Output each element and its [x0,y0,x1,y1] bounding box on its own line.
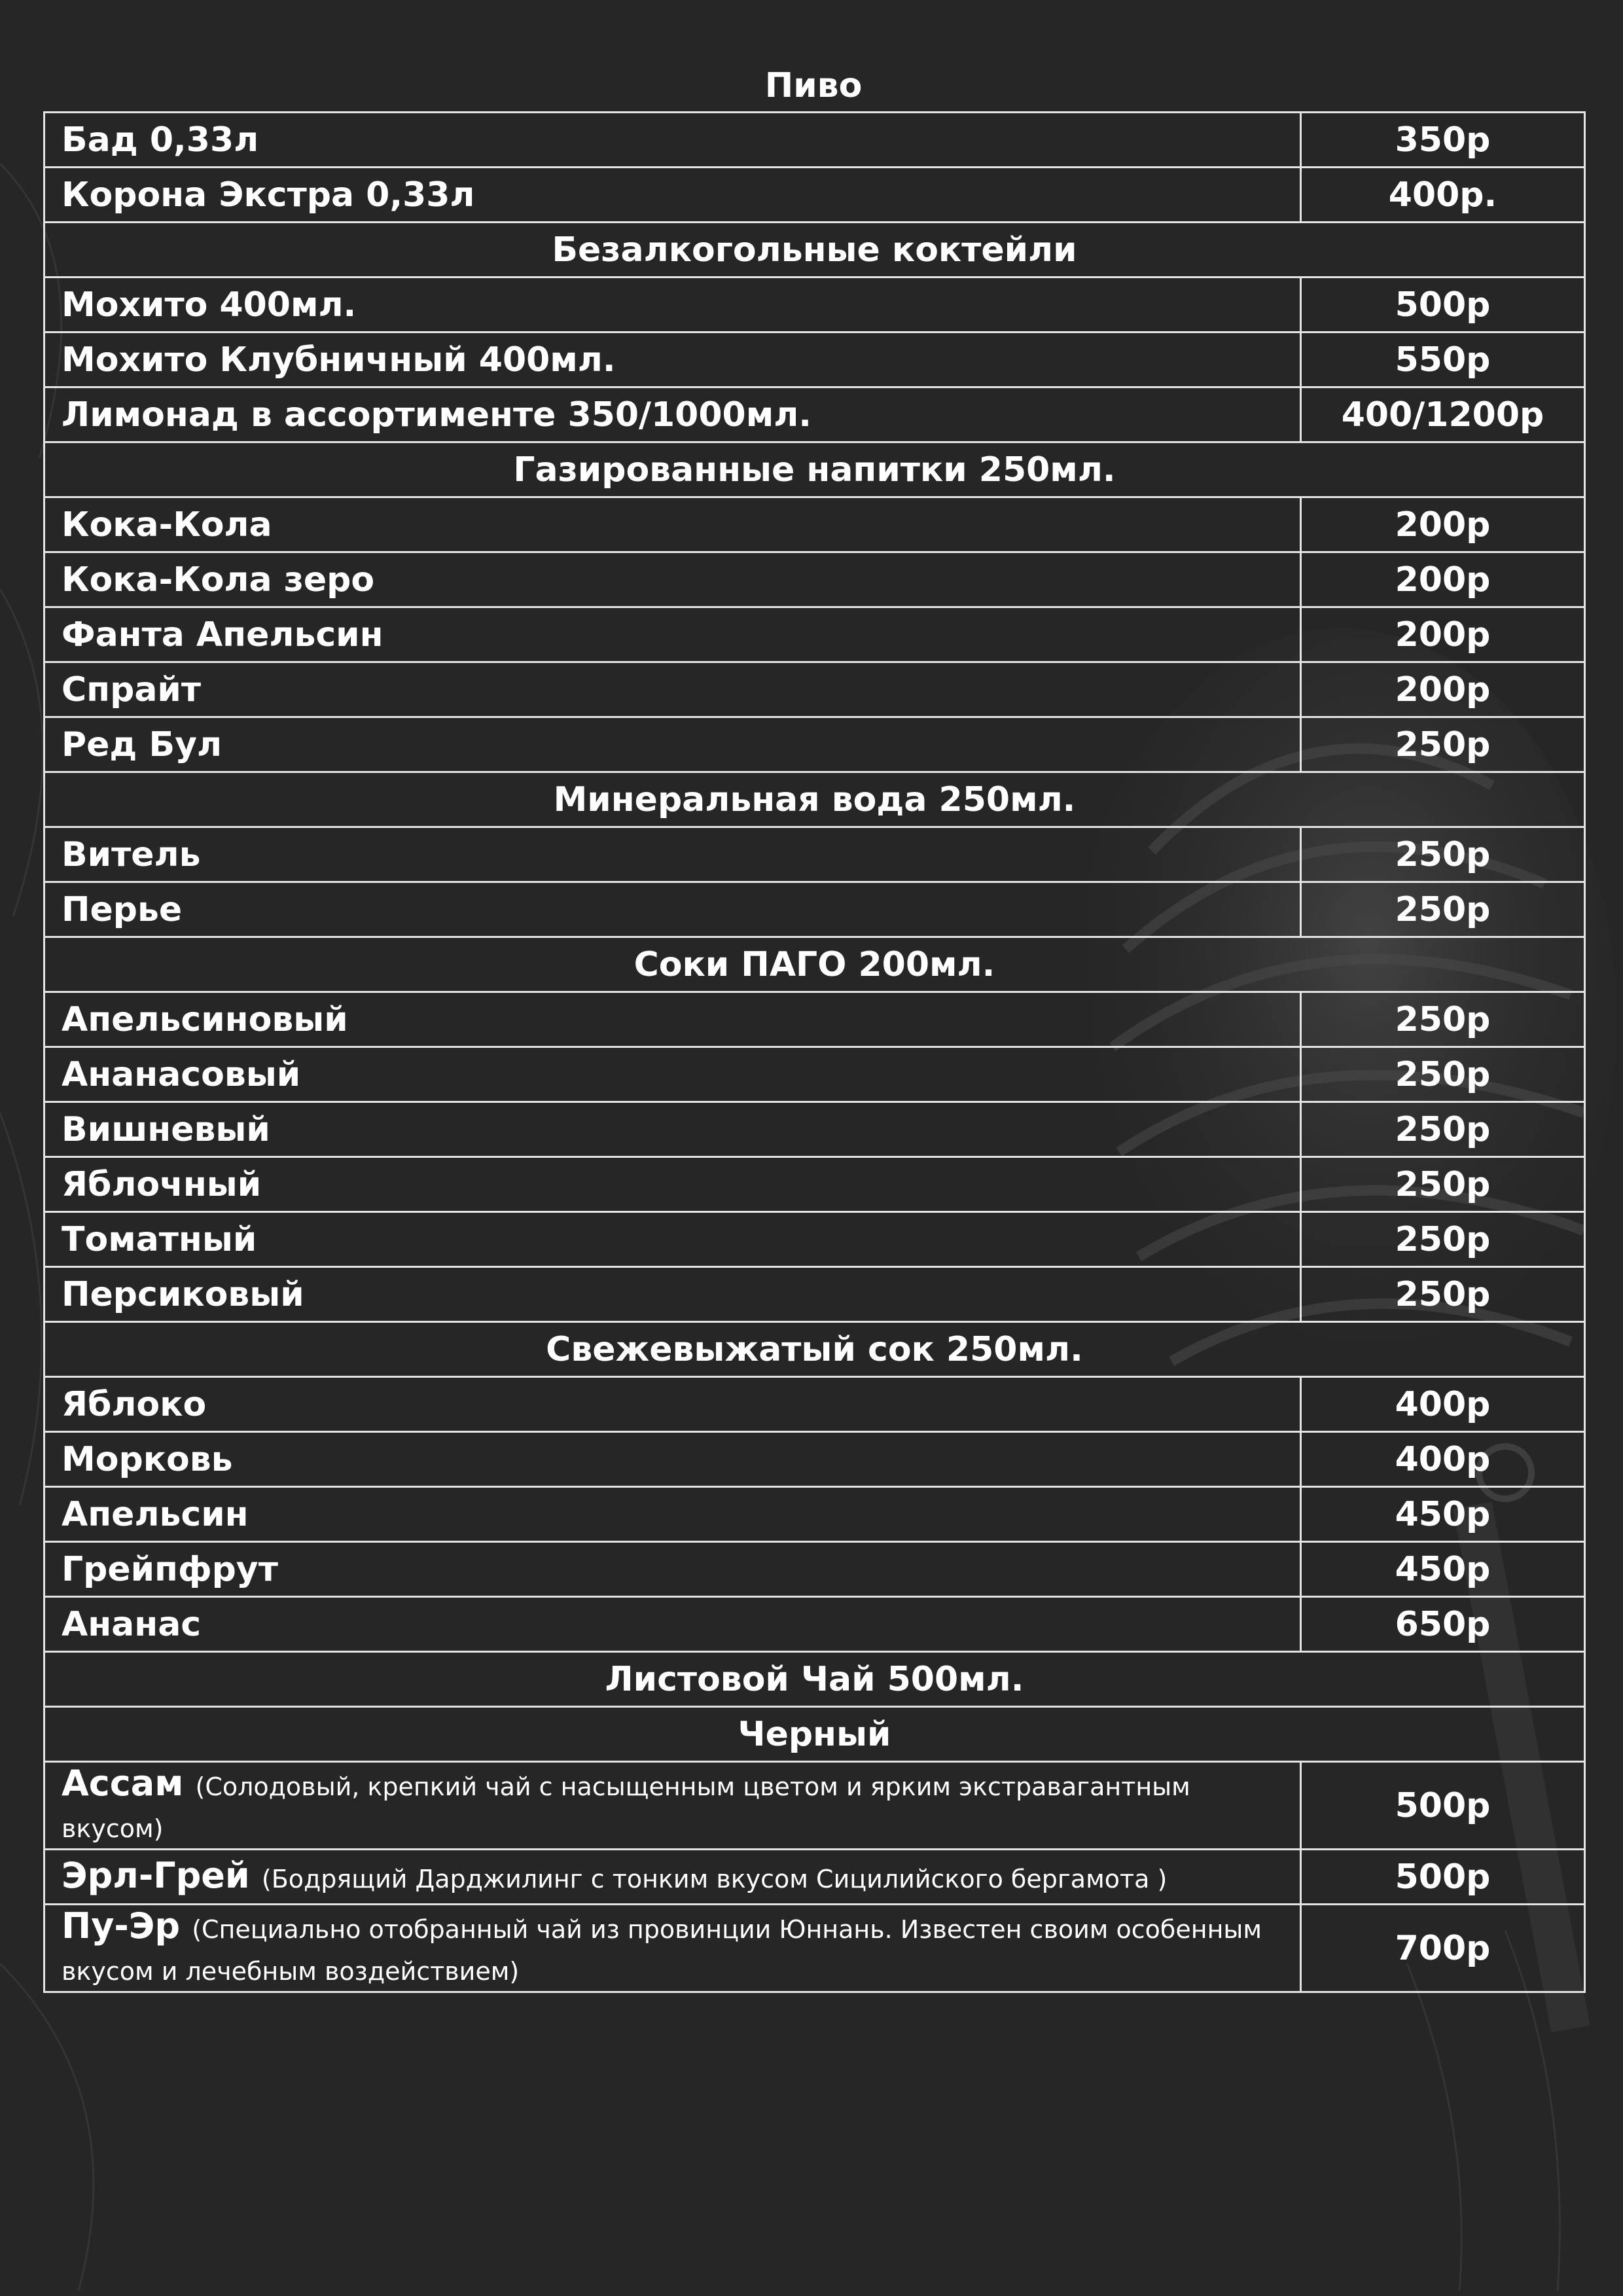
menu-item-row [45,1487,1585,1542]
item-name: Бад 0,33л [45,113,1301,168]
section-row [45,1707,1585,1762]
menu-item-row [45,1047,1585,1102]
menu-item-row [45,1542,1585,1597]
section-heading: Газированные напитки 250мл. [45,442,1585,497]
section-heading: Безалкогольные коктейли [45,223,1585,278]
item-price: 400/1200р [1301,387,1585,442]
item-name: Перье [45,882,1301,937]
menu-item-row [45,497,1585,552]
menu-item-row [45,1212,1585,1267]
section-row [45,772,1585,827]
item-price: 250р [1301,1047,1585,1102]
tea-name: Пу-Эр [62,1905,181,1946]
item-name: Томатный [45,1212,1301,1267]
section-row [45,937,1585,992]
section-row [45,1322,1585,1377]
section-heading: Минеральная вода 250мл. [45,772,1585,827]
menu-item-row [45,332,1585,387]
item-price: 250р [1301,1267,1585,1322]
item-name: Лимонад в ассортименте 350/1000мл. [45,387,1301,442]
section-heading: Листовой Чай 500мл. [45,1652,1585,1707]
tea-description: (Бодрящий Дарджилинг с тонким вкусом Сицилийского бергамота ) [261,1865,1168,1893]
tea-description: (Солодовый, крепкий чай с насыщенным цветом и ярким экстравагантным вкусом) [62,1772,1190,1843]
item-price: 200р [1301,497,1585,552]
item-price: 450р [1301,1542,1585,1597]
item-price: 250р [1301,1212,1585,1267]
menu-item-row [45,882,1585,937]
item-price: 400р [1301,1377,1585,1432]
item-name: Грейпфрут [45,1542,1301,1597]
item-price: 250р [1301,992,1585,1047]
item-name: Фанта Апельсин [45,607,1301,662]
item-price: 250р [1301,717,1585,772]
item-price: 700р [1301,1905,1585,1992]
item-price: 350р [1301,113,1585,168]
item-name: Спрайт [45,662,1301,717]
menu-item-row [45,387,1585,442]
section-heading: Черный [45,1707,1585,1762]
menu-item-row [45,827,1585,882]
tea-item [45,1850,1301,1905]
item-name: Корона Экстра 0,33л [45,168,1301,223]
menu-item-row [45,168,1585,223]
tea-item-row [45,1762,1585,1850]
menu-item-row [45,662,1585,717]
menu-item-row [45,1432,1585,1487]
tea-item-row [45,1905,1585,1992]
section-row [45,1652,1585,1707]
item-price: 650р [1301,1597,1585,1652]
section-row [45,442,1585,497]
tea-name: Ассам [62,1763,184,1804]
item-price: 250р [1301,882,1585,937]
item-name: Вишневый [45,1102,1301,1157]
item-name: Мохито Клубничный 400мл. [45,332,1301,387]
item-price: 250р [1301,1102,1585,1157]
item-price: 200р [1301,552,1585,607]
section-heading: Свежевыжатый сок 250мл. [45,1322,1585,1377]
item-name: Ред Бул [45,717,1301,772]
item-name: Кока-Кола [45,497,1301,552]
item-price: 500р [1301,278,1585,332]
tea-description: (Специально отобранный чай из провинции Юннань. Известен своим особенным вкусом и лечебным воздействием) [62,1915,1262,1986]
item-name: Мохито 400мл. [45,278,1301,332]
tea-item-row [45,1850,1585,1905]
item-name: Ананас [45,1597,1301,1652]
item-name: Апельсиновый [45,992,1301,1047]
menu-item-row [45,1267,1585,1322]
item-name: Персиковый [45,1267,1301,1322]
item-price: 400р. [1301,168,1585,223]
menu-item-row [45,113,1585,168]
section-heading: Соки ПАГО 200мл. [45,937,1585,992]
item-price: 250р [1301,1157,1585,1212]
item-price: 450р [1301,1487,1585,1542]
item-name: Яблоко [45,1377,1301,1432]
item-name: Кока-Кола зеро [45,552,1301,607]
section-row [45,223,1585,278]
tea-name: Эрл-Грей [62,1855,250,1896]
menu-item-row [45,1597,1585,1652]
item-name: Апельсин [45,1487,1301,1542]
item-price: 500р [1301,1850,1585,1905]
menu-table [43,111,1586,1993]
item-price: 400р [1301,1432,1585,1487]
item-price: 200р [1301,607,1585,662]
tea-item [45,1905,1301,1992]
menu-item-row [45,1157,1585,1212]
menu-item-row [45,1377,1585,1432]
item-name: Морковь [45,1432,1301,1487]
item-name: Яблочный [45,1157,1301,1212]
tea-item [45,1762,1301,1850]
menu-item-row [45,552,1585,607]
item-price: 200р [1301,662,1585,717]
menu-item-row [45,278,1585,332]
item-price: 250р [1301,827,1585,882]
page-title: Пиво [764,66,863,105]
item-price: 550р [1301,332,1585,387]
menu-item-row [45,1102,1585,1157]
item-price: 500р [1301,1762,1585,1850]
menu-item-row [45,992,1585,1047]
menu-item-row [45,717,1585,772]
menu-item-row [45,607,1585,662]
item-name: Витель [45,827,1301,882]
item-name: Ананасовый [45,1047,1301,1102]
